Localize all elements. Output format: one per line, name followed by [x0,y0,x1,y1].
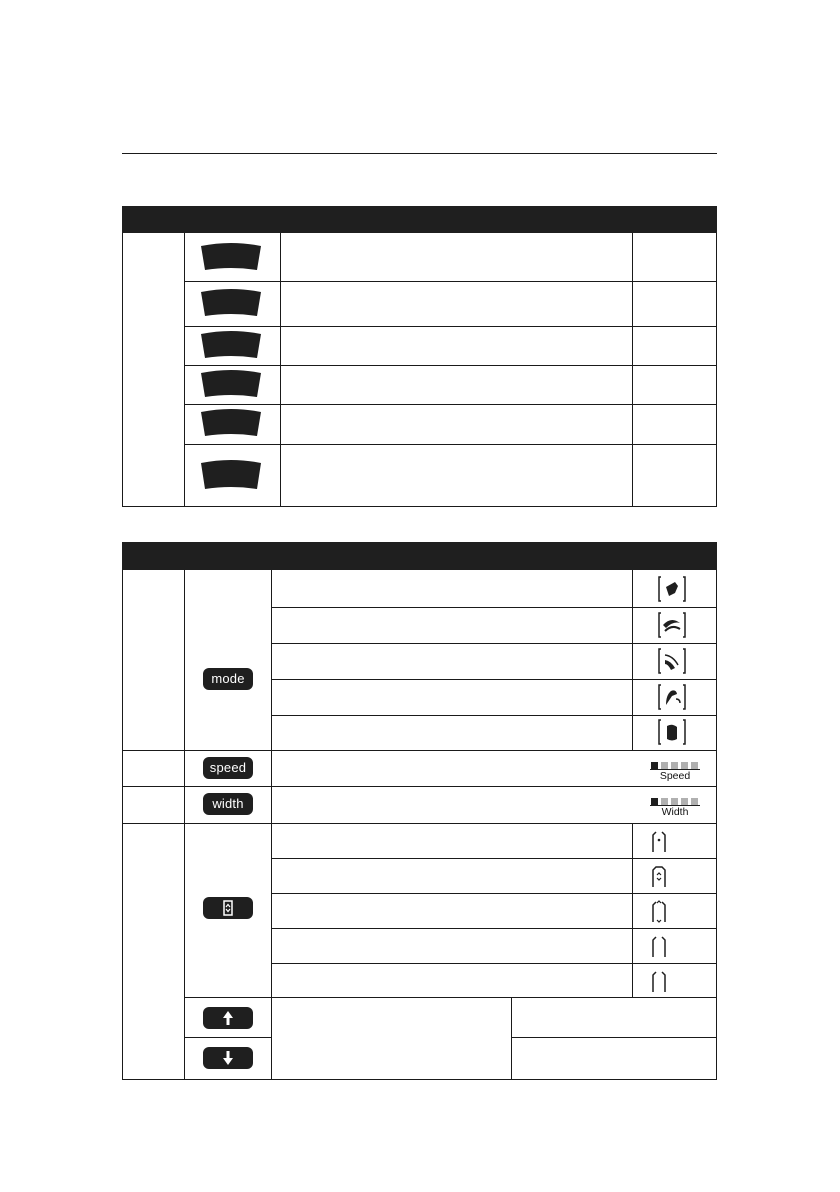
speed-level-square-1 [651,762,658,769]
width-button[interactable]: width [203,793,253,815]
width-level-square-3 [671,798,678,805]
knead-icon [657,611,687,639]
hand-press-icon [657,575,687,603]
remote-key-2-icon [198,289,264,319]
speed-level-square-5 [691,762,698,769]
width-level-square-4 [681,798,688,805]
grip-icon [657,683,687,711]
key-table-header [122,206,717,233]
tap-icon [657,647,687,675]
down-arrow-icon [222,1050,234,1066]
position-button[interactable] [203,897,253,919]
width-caption: Width [661,806,689,818]
width-level-square-2 [661,798,668,805]
mode-button[interactable]: mode [203,668,253,690]
up-arrow-button[interactable] [203,1007,253,1029]
position-full-icon [650,898,668,924]
speed-level-square-4 [681,762,688,769]
remote-key-6-icon [198,460,264,492]
width-level-indicator [650,793,700,819]
speed-caption: Speed [659,770,691,782]
speed-level-square-2 [661,762,668,769]
width-level-square-5 [691,798,698,805]
position-lower-icon [650,968,668,994]
roll-icon [657,718,687,746]
speed-button[interactable]: speed [203,757,253,779]
down-arrow-button[interactable] [203,1047,253,1069]
remote-key-3-icon [198,331,264,361]
function-table-header [122,542,717,570]
up-arrow-icon [222,1010,234,1026]
position-partial-icon [650,863,668,889]
position-upper-icon [650,933,668,959]
width-level-square-1 [651,798,658,805]
top-rule [122,153,717,154]
remote-key-1-icon [198,243,264,273]
position-point-icon [650,828,668,854]
position-icon [221,899,235,917]
remote-key-4-icon [198,370,264,400]
speed-level-square-3 [671,762,678,769]
speed-level-indicator [650,757,700,783]
remote-key-5-icon [198,409,264,439]
